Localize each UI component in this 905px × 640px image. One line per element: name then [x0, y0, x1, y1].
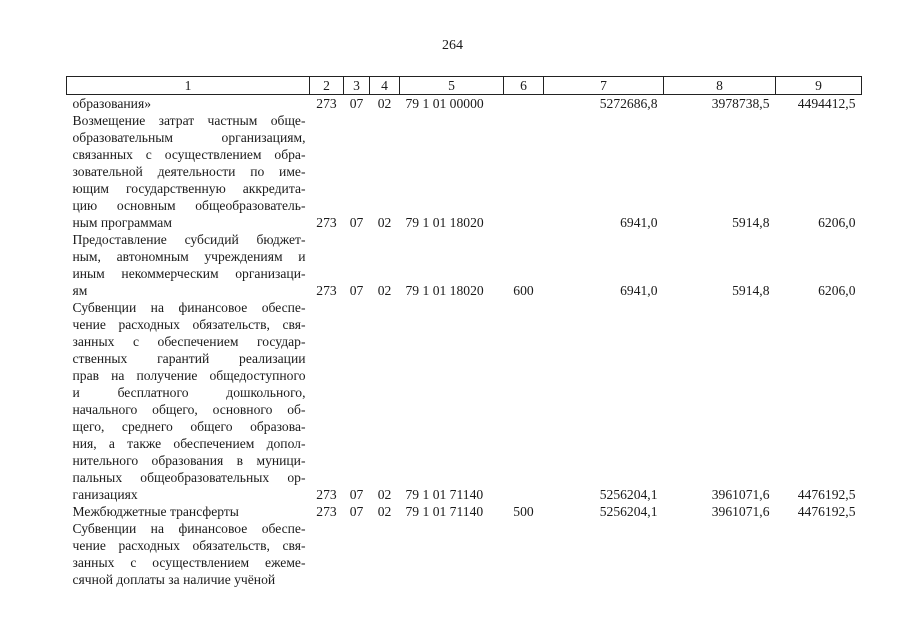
- description-line: Субвенции на финансовое обеспе-: [72, 300, 306, 315]
- description-line: образования»: [72, 96, 152, 111]
- description-line: чение расходных обязательств, свя-: [72, 538, 306, 553]
- description-line: зовательной деятельности по име-: [72, 164, 306, 179]
- cell-amount-year3: 4494412,5: [797, 96, 856, 111]
- cell-subsection: 02: [377, 96, 392, 111]
- description-line: нительного образования в муници-: [72, 453, 306, 468]
- description-line: занных с обеспечением государ-: [72, 334, 306, 349]
- description-line: ным, автономным учреждениям и: [72, 249, 306, 264]
- cell-target-article: 79 1 01 71140: [405, 487, 484, 502]
- cell-subsection: [370, 520, 400, 588]
- cell-amount-year1: 6941,0: [620, 283, 658, 298]
- table-row: [67, 112, 862, 231]
- cell-amount-year1: 5256204,1: [599, 504, 658, 519]
- table-row: [67, 299, 862, 503]
- description-line: сячной доплаты за наличие учёной: [72, 572, 276, 587]
- cell-target-article: 79 1 01 71140: [405, 504, 484, 519]
- cell-amount-year2: 3961071,6: [711, 504, 770, 519]
- cell-expense-type: 600: [513, 283, 534, 298]
- column-header-4: 4: [370, 77, 400, 95]
- cell-section: 07: [349, 504, 364, 519]
- description-line: щего, среднего общего образова-: [72, 419, 306, 434]
- cell-amount-year3: 4476192,5: [797, 504, 856, 519]
- cell-subsection: 02: [377, 487, 392, 502]
- cell-admin-code: 273: [316, 487, 337, 502]
- cell-amount-year1: 6941,0: [620, 215, 658, 230]
- column-header-1: 1: [67, 77, 310, 95]
- cell-section: 07: [349, 487, 364, 502]
- column-header-7: 7: [544, 77, 664, 95]
- cell-amount-year3: [776, 520, 862, 588]
- description-line: ющим государственную аккредита-: [72, 181, 306, 196]
- column-header-5: 5: [400, 77, 504, 95]
- cell-expense-type: [504, 112, 544, 231]
- table-body: [67, 95, 862, 589]
- description-line: Межбюджетные трансферты: [72, 504, 239, 519]
- cell-admin-code: 273: [316, 504, 337, 519]
- description-line: связанных с осуществлением обра-: [72, 147, 306, 162]
- cell-amount-year3: 6206,0: [818, 283, 856, 298]
- description-line: ным программам: [72, 215, 172, 230]
- column-header-8: 8: [664, 77, 776, 95]
- cell-amount-year3: 6206,0: [818, 215, 856, 230]
- cell-subsection: 02: [377, 215, 392, 230]
- row-description: [67, 503, 310, 520]
- row-description: [67, 112, 310, 231]
- row-description: [67, 299, 310, 503]
- cell-section: 07: [349, 283, 364, 298]
- description-line: Возмещение затрат частным обще-: [72, 113, 306, 128]
- cell-subsection: 02: [377, 283, 392, 298]
- cell-expense-type: [504, 299, 544, 503]
- description-line: образовательным организациям,: [72, 130, 306, 145]
- cell-amount-year2: 3978738,5: [711, 96, 770, 111]
- description-line: и бесплатного дошкольного,: [72, 385, 306, 400]
- column-header-6: 6: [504, 77, 544, 95]
- cell-amount-year1: 5256204,1: [599, 487, 658, 502]
- cell-target-article: 79 1 01 18020: [405, 215, 484, 230]
- cell-target-article: [400, 520, 504, 588]
- table-header-row: [67, 77, 862, 95]
- description-line: занных с осуществлением ежеме-: [72, 555, 306, 570]
- table-row: [67, 95, 862, 113]
- cell-admin-code: 273: [316, 215, 337, 230]
- description-line: ям: [72, 283, 88, 298]
- cell-amount-year2: 5914,8: [732, 283, 770, 298]
- description-line: пальных общеобразовательных ор-: [72, 470, 306, 485]
- description-line: начального общего, основного об-: [72, 402, 306, 417]
- table-row: [67, 520, 862, 588]
- cell-subsection: 02: [377, 504, 392, 519]
- description-line: Предоставление субсидий бюджет-: [72, 232, 306, 247]
- cell-section: [344, 520, 370, 588]
- cell-amount-year2: 5914,8: [732, 215, 770, 230]
- cell-expense-type: [504, 520, 544, 588]
- description-line: Субвенции на финансовое обеспе-: [72, 521, 306, 536]
- cell-amount-year3: 4476192,5: [797, 487, 856, 502]
- description-line: иным некоммерческим организаци-: [72, 266, 306, 281]
- cell-amount-year1: 5272686,8: [599, 96, 658, 111]
- description-line: ния, а также обеспечением допол-: [72, 436, 306, 451]
- description-line: цию основным общеобразователь-: [72, 198, 306, 213]
- row-description: [67, 520, 310, 588]
- row-description: [67, 231, 310, 299]
- cell-admin-code: 273: [316, 96, 337, 111]
- cell-amount-year2: 3961071,6: [711, 487, 770, 502]
- cell-admin-code: [310, 520, 344, 588]
- cell-amount-year1: [544, 520, 664, 588]
- budget-table: [66, 76, 862, 588]
- cell-section: 07: [349, 215, 364, 230]
- description-line: ганизациях: [72, 487, 138, 502]
- cell-target-article: 79 1 01 18020: [405, 283, 484, 298]
- column-header-9: 9: [776, 77, 862, 95]
- row-description: [67, 95, 310, 113]
- page-number: 264: [442, 38, 463, 53]
- description-line: ственных гарантий реализации: [72, 351, 306, 366]
- description-line: чение расходных обязательств, свя-: [72, 317, 306, 332]
- column-header-3: 3: [344, 77, 370, 95]
- description-line: прав на получение общедоступного: [72, 368, 306, 383]
- table-row: [67, 503, 862, 520]
- table-row: [67, 231, 862, 299]
- cell-section: 07: [349, 96, 364, 111]
- cell-expense-type: [504, 95, 544, 113]
- cell-amount-year2: [664, 520, 776, 588]
- cell-admin-code: 273: [316, 283, 337, 298]
- cell-target-article: 79 1 01 00000: [405, 96, 484, 111]
- cell-expense-type: 500: [513, 504, 534, 519]
- column-header-2: 2: [310, 77, 344, 95]
